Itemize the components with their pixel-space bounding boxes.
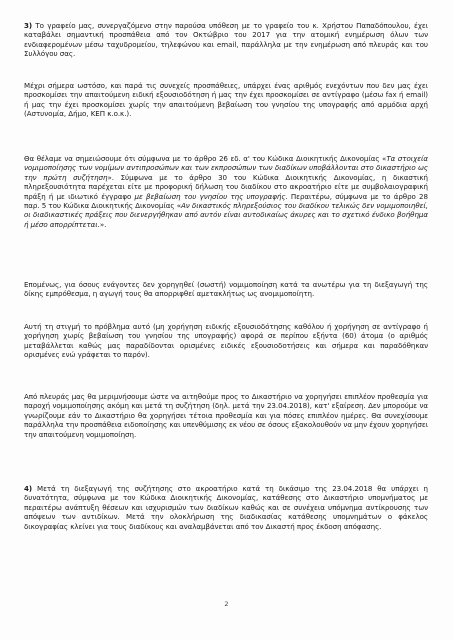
quoted-text: με βεβαίωση του γνησίου της υπογραφής <box>134 191 286 201</box>
body-text: ». Σύμφωνα με το άρθρο 30 του Κώδικα Διοικητικής Δικονομίας, η δικαστική πληρεξουσιότητα παρέχεται είτε με προφορική δήλωση του διαδίκου στο ακροατήριο είτε με συμβολαιογραφική πράξη ή με ιδιωτικό έγγραφο <box>24 172 428 201</box>
body-text: Επομένως, για όσους ενάγοντες δεν χορηγηθεί (σωστή) νομιμοποίηση κατά τα ανωτέρω για τη διεξαγωγή της δίκης εμπρόθεσμα, η αγωγή τους θα απορριφθεί αμετακλήτως ως ανομιμοποίητη. <box>24 280 428 299</box>
body-text: Αυτή τη στιγμή το πρόβλημα αυτό (μη χορήγηση ειδικής εξουσιοδότησης καθόλου ή χορήγηση σε αντίγραφο ή χορήγηση χωρίς βεβαίωση του γνησίου της υπογραφής) αφορά σε περίπου εξήντα (60) άτομα (ο αριθμός μεταβάλλεται καθώς μας παραδίδονται ορισμένες ειδικές εξουσιοδοτήσεις και σήμερα και παραδόθηκαν ορισμένες ενώ γράφεται το παρόν). <box>24 322 428 360</box>
body-text: Μετά τη διεξαγωγή της συζήτησης στο ακροατήριο κατά τη δικάσιμο της 23.04.2018 θα υπάρχει η δυνατότητα, σύμφωνα με τον Κώδικα Διοικητικής Δικονομίας, κατάθεσης στο Δικαστήριο υπομνήματος με περαιτέρω ανάπτυξη θέσεων και ισχυρισμών των διαδίκων καθώς και σε συνέχεια υπόμνημα αντίκρουσης των απόψεων των αντιδίκων. Μετά την ολοκλήρωση της διαδικασίας κατάθεσης υπομνημάτων ο φάκελος δικογραφίας κλείνει για τους διαδίκους και αναλαμβάνεται από τον Δικαστή προς έκδοση απόφασης. <box>24 484 428 531</box>
body-text: Το γραφείο μας, συνεργαζόμενο στην παρούσα υπόθεση με το γραφείο του κ. Χρήστου Παπαδόπουλου, έχει καταβάλει σημαντική προσπάθεια από τον Οκτώβριο του 2017 για την ατομική ενημέρωση όλων των ενδιαφερομένων μέσω ταχυδρομείου, τηλεφώνου και email, παράλληλα με την ενημέρωση από πλευράς και του Συλλόγου σας. <box>24 21 428 59</box>
paragraph-section-3-intro <box>24 21 428 59</box>
body-text: Από πλευράς μας θα μεριμνήσουμε ώστε να αιτηθούμε προς το Δικαστήριο να χορηγήσει επιπλέον προθεσμία για παροχή νομιμοποίησης ακόμη και μετά τη συζήτηση (δηλ. μετά την 23.04.2018), κατ' εξαίρεση. Δεν μπορούμε να γνωρίζουμε εάν το Δικαστήριο θα χορηγήσει τέτοια προθεσμία και για πόσες επιπλέον ημέρες. Θα συνεχίσουμε παράλληλα την προσπάθεια ειδοποίησης και υπενθύμισης εκ νέου σε όσους εξακολουθούν να μην έχουν χορηγήσει την απαιτούμενη νομιμοποίηση. <box>24 392 428 439</box>
page-number: 2 <box>224 600 229 608</box>
paragraph-extension-request <box>24 392 428 439</box>
body-text: ». <box>99 219 107 229</box>
quoted-text: Τα στοιχεία νομιμοποίησης των νομίμων αντιπροσώπων και των εκπροσώπων των διαδίκων υποβάλλονται στο δικαστήριο ως την πρώτη συζήτηση <box>24 154 428 182</box>
paragraph-missing-authorizations <box>24 81 428 119</box>
paragraph-current-problem <box>24 322 428 360</box>
body-text: Μέχρι σήμερα ωστόσο, και παρά τις συνεχείς προσπάθειες, υπάρχει ένας αριθμός ενεχόντων που δεν μας έχει προσκομίσει την απαιτούμενη ειδική εξουσιοδότηση ή μας την έχει προσκομίσει σε αντίγραφο (μέσω fax ή email) ή μας την έχει προσκομίσει χωρίς την απαιτούμενη βεβαίωση του γνησίου της υπογραφής από αρμόδια αρχή (Αστυνομία, Δήμο, ΚΕΠ κ.ο.κ.). <box>24 81 428 119</box>
paragraph-consequence <box>24 280 428 299</box>
body-text: Θα θέλαμε να σημειώσουμε ότι σύμφωνα με το άρθρο 26 εδ. α' του Κώδικα Διοικητικής Δικονομίας « <box>24 154 387 163</box>
section-number: 3) <box>24 21 33 30</box>
body-text: . Περαιτέρω, σύμφωνα με το άρθρο 28 παρ. 5 του Κώδικα Διοικητικής Δικονομίας « <box>24 191 428 211</box>
paragraph-section-4-memoranda <box>24 484 428 531</box>
quoted-text: Αν δικαστικός πληρεξούσιος του διαδίκου τελικώς δεν νομιμοποιηθεί, οι διαδικαστικές πράξεις που διενεργήθηκαν από αυτόν είναι αυτοδικαίως άκυρες και το σχετικό ένδικο βοήθημα ή μέσο απορρίπτεται. <box>24 201 428 229</box>
section-number: 4) <box>24 484 33 493</box>
paragraph-legal-articles <box>24 154 428 229</box>
